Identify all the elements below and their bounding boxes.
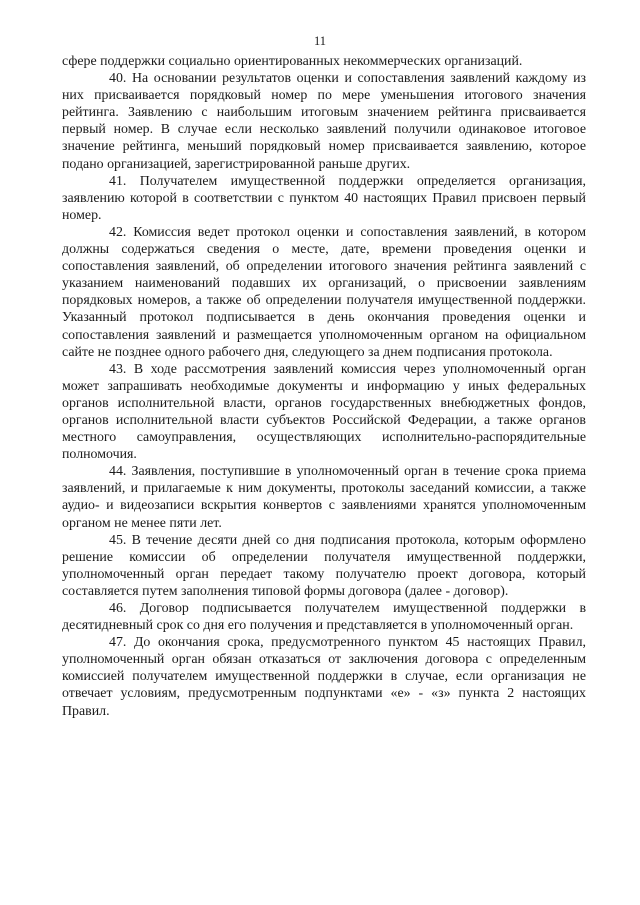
paragraph-42: 42. Комиссия ведет протокол оценки и сопоставления заявлений, в котором должны содержаться сведения о месте, дате, времени проведения оценки и сопоставления заявлений, об определении итогового значения рейтинга заявлений с указанием наименований подавших их организаций, о присвоении заявлениям порядковых номеров, а также об определении получателя имущественной поддержки. Указанный протокол подписывается в день окончания проведения оценки и сопоставления заявлений и размещается уполномоченным органом на официальном сайте не позднее одного рабочего дня, следующего за днем подписания протокола. <box>62 224 586 360</box>
paragraph-continuation: сфере поддержки социально ориентированных некоммерческих организаций. <box>62 54 523 69</box>
document-body <box>62 53 586 720</box>
paragraph-43: 43. В ходе рассмотрения заявлений комиссия через уполномоченный орган может запрашивать необходимые документы и информацию у иных федеральных органов исполнительной власти, органов государственных внебюджетных фондов, органов исполнительной власти субъектов Российской Федерации, а также органов местного самоуправления, осуществляющих исполнительно-распорядительные полномочия. <box>62 361 586 463</box>
paragraph-47: 47. До окончания срока, предусмотренного пунктом 45 настоящих Правил, уполномоченный орган обязан отказаться от заключения договора с определенным комиссией получателем имущественной поддержки в случае, если организация не отвечает условиям, предусмотренным подпунктами «е» - «з» пункта 2 настоящих Правил. <box>62 635 586 719</box>
paragraph-44: 44. Заявления, поступившие в уполномоченный орган в течение срока приема заявлений, и прилагаемые к ним документы, протоколы заседаний комиссии, а также аудио- и видеозаписи вскрытия конвертов с заявлениями хранятся уполномоченным органом не менее пяти лет. <box>62 464 586 531</box>
page-number: 11 <box>313 34 327 48</box>
paragraph-41: 41. Получателем имущественной поддержки определяется организация, заявлению которой в соответствии с пунктом 40 настоящих Правил присвоен первый номер. <box>62 173 586 223</box>
paragraph-46: 46. Договор подписывается получателем имущественной поддержки в десятидневный срок со дня его получения и представляется в уполномоченный орган. <box>62 601 586 634</box>
paragraph-40: 40. На основании результатов оценки и сопоставления заявлений каждому из них присваивается порядковый номер по мере уменьшения итогового значения рейтинга. Заявлению с наибольшим итоговым значением рейтинга присваивается первый номер. В случае если несколько заявлений получили одинаковое итоговое значение рейтинга, меньший порядковый номер присваивается заявлению, которое подано организацией, зарегистрированной раньше других. <box>62 71 586 172</box>
paragraph-45: 45. В течение десяти дней со дня подписания протокола, которым оформлено решение комиссии об определении получателя имущественной поддержки, уполномоченный орган передает такому получателю проект договора, который составляется путем заполнения типовой формы договора (далее - договор). <box>62 532 586 599</box>
